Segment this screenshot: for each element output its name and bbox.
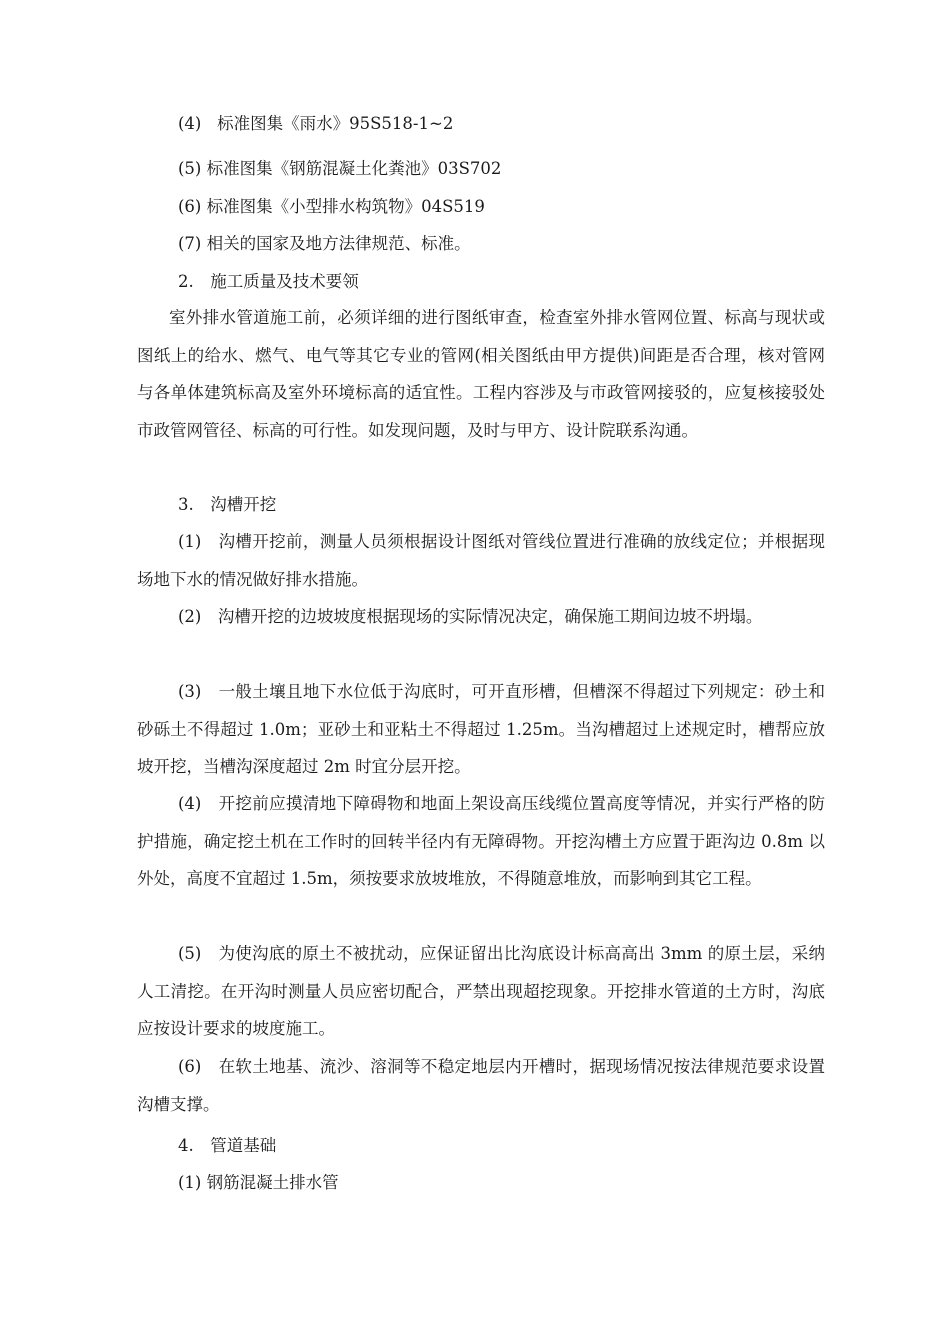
list-item-text: 相关的国家及地方法律规范、标准。 (206, 234, 471, 253)
list-item-label: (7) (178, 234, 202, 253)
body-paragraph: (4) 开挖前应摸清地下障碍物和地面上架设高压线缆位置高度等情况，并实行严格的防护措施，确定挖土机在工作时的回转半径内有无障碍物。开挖沟槽土方应置于距沟边 0.8m 以外处，高度不宜超过 1.5m，须按要求放坡堆放，不得随意堆放，而影响到其它工程。 (137, 794, 825, 888)
list-item-label: (5) (178, 159, 202, 178)
list-item (178, 197, 485, 217)
section-heading: 2. 施工质量及技术要领 (178, 272, 359, 291)
list-item (178, 114, 453, 134)
body-paragraph: (5) 为使沟底的原土不被扰动，应保证留出比沟底设计标高高出 3mm 的原土层，采纳人工清挖。在开沟时测量人员应密切配合，严禁出现超挖现象。开挖排水管道的土方时，沟底应按设计要求的坡度施工。 (137, 944, 825, 1038)
list-item-text: 标准图集《钢筋混凝土化粪池》03S702 (206, 159, 502, 178)
body-paragraph: (2) 沟槽开挖的边坡坡度根据现场的实际情况决定，确保施工期间边坡不坍塌。 (178, 607, 763, 626)
body-paragraph: (1) 沟槽开挖前，测量人员须根据设计图纸对管线位置进行准确的放线定位；并根据现场地下水的情况做好排水措施。 (137, 532, 825, 589)
list-item-label: (4) (178, 114, 202, 133)
list-item-label: (6) (178, 197, 202, 216)
body-paragraph: (3) 一般土壤且地下水位低于沟底时，可开直形槽，但槽深不得超过下列规定：砂土和砂砾土不得超过 1.0m；亚砂土和亚粘土不得超过 1.25m。当沟槽超过上述规定时，槽帮应放坡开挖，当槽沟深度超过 2m 时宜分层开挖。 (137, 682, 825, 776)
section-heading: 3. 沟槽开挖 (178, 495, 277, 514)
section-heading: 4. 管道基础 (178, 1136, 277, 1155)
list-item-text: 标准图集《雨水》95S518-1~2 (217, 114, 454, 133)
list-item (178, 234, 471, 254)
body-paragraph: (6) 在软土地基、流沙、溶洞等不稳定地层内开槽时，据现场情况按法律规范要求设置沟槽支撑。 (137, 1057, 825, 1114)
sub-heading: (1) 钢筋混凝土排水管 (178, 1173, 339, 1192)
body-paragraph: 室外排水管道施工前，必须详细的进行图纸审查，检查室外排水管网位置、标高与现状或图纸上的给水、燃气、电气等其它专业的管网(相关图纸由甲方提供)间距是否合理，核对管网与各单体建筑标高及室外环境标高的适宜性。工程内容涉及与市政管网接驳的，应复核接驳处市政管网管径、标高的可行性。如发现问题，及时与甲方、设计院联系沟通。 (137, 308, 825, 440)
list-item (178, 159, 501, 179)
list-item-text: 标准图集《小型排水构筑物》04S519 (206, 197, 485, 216)
